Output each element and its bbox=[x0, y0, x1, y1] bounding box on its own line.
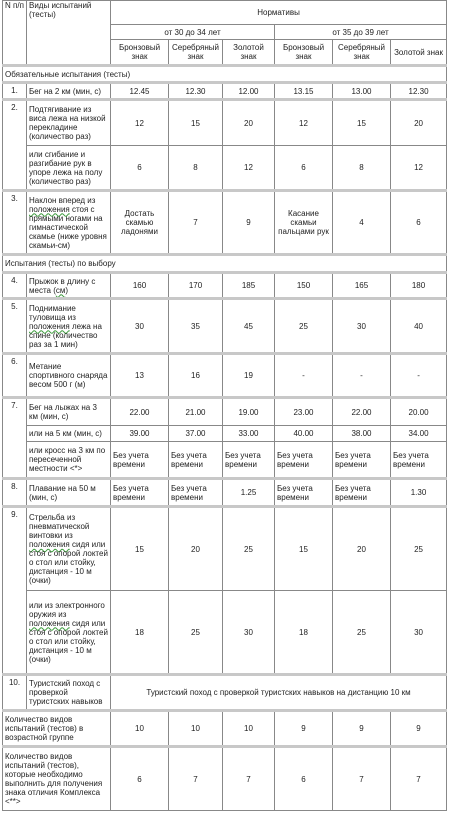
text-part: Поднимание туловища из bbox=[29, 303, 76, 322]
value-cell: 1.25 bbox=[223, 479, 275, 507]
value-cell: 45 bbox=[223, 299, 275, 354]
value-cell: 12.30 bbox=[391, 83, 447, 100]
test-name bbox=[27, 299, 111, 354]
text-part: Наклон вперед из bbox=[29, 195, 96, 205]
test-name: Плавание на 50 м (мин, с) bbox=[27, 479, 111, 507]
value-cell: 19 bbox=[223, 354, 275, 398]
value-cell: 30 bbox=[333, 299, 391, 354]
value-cell: 20 bbox=[333, 507, 391, 591]
value-cell: 19.00 bbox=[223, 398, 275, 426]
value-cell: 33.00 bbox=[223, 426, 275, 442]
value-cell: 39.00 bbox=[111, 426, 169, 442]
value-cell: 20 bbox=[391, 100, 447, 146]
text-part: стоя с прямыми ногами на гимнастической скамье (ниже уровня скамьи-см) bbox=[29, 204, 107, 250]
row-number: 1. bbox=[3, 83, 27, 100]
value-cell: 40.00 bbox=[275, 426, 333, 442]
row-number: 8. bbox=[3, 479, 27, 507]
test-name bbox=[27, 507, 111, 591]
value-cell: 40 bbox=[391, 299, 447, 354]
value-cell: 8 bbox=[169, 146, 223, 191]
row-number: 9. bbox=[3, 507, 27, 675]
row-number: 5. bbox=[3, 299, 27, 354]
table-row bbox=[3, 299, 447, 354]
table-row bbox=[3, 479, 447, 507]
value-cell: 15 bbox=[169, 100, 223, 146]
value-cell: 170 bbox=[169, 273, 223, 299]
value-cell: 20 bbox=[169, 507, 223, 591]
row-number: 6. bbox=[3, 354, 27, 398]
value-cell: 1.30 bbox=[391, 479, 447, 507]
text-part: положения bbox=[29, 321, 70, 331]
value-cell: 25 bbox=[169, 591, 223, 675]
table-row bbox=[3, 711, 447, 747]
value-cell: 25 bbox=[391, 507, 447, 591]
table-row bbox=[3, 426, 447, 442]
standards-table-page bbox=[2, 0, 446, 811]
value-cell: 13 bbox=[111, 354, 169, 398]
text-part: положения bbox=[29, 618, 70, 628]
value-cell: Достать скамью ладонями bbox=[111, 191, 169, 255]
value-cell: - bbox=[333, 354, 391, 398]
test-name: Бег на 2 км (мин, с) bbox=[27, 83, 111, 100]
table-row bbox=[3, 675, 447, 711]
text-part: или из электронного оружия из bbox=[29, 600, 105, 619]
value-cell: 10 bbox=[169, 711, 223, 747]
value-cell: Касание скамьи пальцами рук bbox=[275, 191, 333, 255]
value-cell: 37.00 bbox=[169, 426, 223, 442]
test-name: Метание спортивного снаряда весом 500 г (м) bbox=[27, 354, 111, 398]
value-cell: 150 bbox=[275, 273, 333, 299]
value-cell: 10 bbox=[111, 711, 169, 747]
value-cell: 21.00 bbox=[169, 398, 223, 426]
test-name: Туристский поход с проверкой туристских навыков bbox=[27, 675, 111, 711]
header-test-types: Виды испытаний (тесты) bbox=[27, 1, 111, 66]
header-bronze-1: Бронзовый знак bbox=[111, 40, 169, 66]
table-row bbox=[3, 354, 447, 398]
test-name bbox=[27, 591, 111, 675]
value-cell: 38.00 bbox=[333, 426, 391, 442]
value-cell: 25 bbox=[275, 299, 333, 354]
summary-label: Количество видов испытаний (тестов) в возрастной группе bbox=[3, 711, 111, 747]
row-number: 7. bbox=[3, 398, 27, 479]
value-cell: 16 bbox=[169, 354, 223, 398]
value-cell: 4 bbox=[333, 191, 391, 255]
section-mandatory-row bbox=[3, 66, 447, 83]
value-cell: 30 bbox=[391, 591, 447, 675]
value-cell: 6 bbox=[111, 146, 169, 191]
table-row bbox=[3, 273, 447, 299]
value-cell: Без учета времени bbox=[169, 479, 223, 507]
value-cell: 18 bbox=[275, 591, 333, 675]
value-cell: 12 bbox=[223, 146, 275, 191]
value-cell: Без учета времени bbox=[169, 442, 223, 479]
value-cell: Без учета времени bbox=[111, 479, 169, 507]
value-cell: 160 bbox=[111, 273, 169, 299]
value-cell: 22.00 bbox=[111, 398, 169, 426]
value-cell: Без учета времени bbox=[223, 442, 275, 479]
value-cell: 22.00 bbox=[333, 398, 391, 426]
header-gold-1: Золотой знак bbox=[223, 40, 275, 66]
value-cell: 8 bbox=[333, 146, 391, 191]
value-cell: 13.00 bbox=[333, 83, 391, 100]
value-cell: 10 bbox=[223, 711, 275, 747]
value-cell: 12.45 bbox=[111, 83, 169, 100]
value-cell: 6 bbox=[391, 191, 447, 255]
value-cell: 12 bbox=[111, 100, 169, 146]
value-cell: 7 bbox=[169, 191, 223, 255]
header-age-35-39: от 35 до 39 лет bbox=[275, 25, 447, 40]
value-cell: 15 bbox=[275, 507, 333, 591]
text-part: положения bbox=[29, 540, 70, 549]
test-name: Бег на лыжах на 3 км (мин, с) bbox=[27, 398, 111, 426]
standards-table bbox=[2, 0, 447, 811]
text-part: Стрельба из пневматической винтовки из bbox=[29, 513, 90, 540]
text-part: см bbox=[55, 285, 66, 295]
text-part: положения bbox=[29, 204, 70, 214]
row-number: 4. bbox=[3, 273, 27, 299]
value-cell: 9 bbox=[223, 191, 275, 255]
value-cell: 165 bbox=[333, 273, 391, 299]
header-silver-1: Серебряный знак bbox=[169, 40, 223, 66]
text-part: Прыжок в длину с места ( bbox=[29, 276, 96, 295]
value-cell: 34.00 bbox=[391, 426, 447, 442]
value-cell: Без учета времени bbox=[333, 479, 391, 507]
value-cell: 7 bbox=[333, 747, 391, 811]
value-cell: - bbox=[275, 354, 333, 398]
table-row bbox=[3, 146, 447, 191]
value-cell: 15 bbox=[333, 100, 391, 146]
value-cell: 6 bbox=[111, 747, 169, 811]
table-row bbox=[3, 83, 447, 100]
value-cell: Без учета времени bbox=[333, 442, 391, 479]
section-optional-row bbox=[3, 255, 447, 273]
header-number: N п/п bbox=[3, 1, 27, 66]
value-cell: 180 bbox=[391, 273, 447, 299]
test-name: Подтягивание из виса лежа на низкой перекладине (количество раз) bbox=[27, 100, 111, 146]
table-row bbox=[3, 191, 447, 255]
value-cell: 25 bbox=[333, 591, 391, 675]
value-cell: 12.00 bbox=[223, 83, 275, 100]
header-silver-2: Серебряный знак bbox=[333, 40, 391, 66]
value-cell: 30 bbox=[111, 299, 169, 354]
value-cell: 6 bbox=[275, 146, 333, 191]
table-row bbox=[3, 398, 447, 426]
header-age-30-34: от 30 до 34 лет bbox=[111, 25, 275, 40]
header-gold-2: Золотой знак bbox=[391, 40, 447, 66]
row-number: 10. bbox=[3, 675, 27, 711]
value-cell: Без учета времени bbox=[391, 442, 447, 479]
value-cell: Без учета времени bbox=[111, 442, 169, 479]
value-cell: 185 bbox=[223, 273, 275, 299]
summary-label: Количество видов испытаний (тестов), которые необходимо выполнить для получения знака отличия Комплекса <**> bbox=[3, 747, 111, 811]
section-mandatory: Обязательные испытания (тесты) bbox=[3, 66, 447, 83]
table-row bbox=[3, 591, 447, 675]
header-bronze-2: Бронзовый знак bbox=[275, 40, 333, 66]
test-name bbox=[27, 191, 111, 255]
value-cell: 15 bbox=[111, 507, 169, 591]
value-cell: 7 bbox=[169, 747, 223, 811]
table-row bbox=[3, 442, 447, 479]
text-part: сидя или стоя с опорой локтей о стол или стойку, дистанция - 10 м (очки) bbox=[29, 618, 108, 664]
value-cell: 25 bbox=[223, 507, 275, 591]
value-cell: 23.00 bbox=[275, 398, 333, 426]
row-number: 2. bbox=[3, 100, 27, 191]
header-norms: Нормативы bbox=[111, 1, 447, 25]
value-cell: 9 bbox=[275, 711, 333, 747]
table-row bbox=[3, 507, 447, 591]
test-name: или сгибание и разгибание рук в упоре лежа на полу (количество раз) bbox=[27, 146, 111, 191]
value-cell: Без учета времени bbox=[275, 479, 333, 507]
value-cell: 7 bbox=[391, 747, 447, 811]
test-name bbox=[27, 273, 111, 299]
value-cell: - bbox=[391, 354, 447, 398]
value-cell: 20.00 bbox=[391, 398, 447, 426]
text-part: лежа на спине (количество раз за 1 мин) bbox=[29, 321, 102, 349]
value-cell: 12 bbox=[275, 100, 333, 146]
test-name: или на 5 км (мин, с) bbox=[27, 426, 111, 442]
value-cell: 13.15 bbox=[275, 83, 333, 100]
table-row bbox=[3, 747, 447, 811]
value-cell: 9 bbox=[391, 711, 447, 747]
text-part: ) bbox=[65, 285, 69, 295]
table-row bbox=[3, 100, 447, 146]
value-cell: 18 bbox=[111, 591, 169, 675]
value-cell: 12.30 bbox=[169, 83, 223, 100]
value-cell: 20 bbox=[223, 100, 275, 146]
text-part: сидя или стоя с опорой локтей о стол или стойку, дистанция - 10 м (очки) bbox=[29, 540, 108, 585]
value-cell: 6 bbox=[275, 747, 333, 811]
value-cell: Без учета времени bbox=[275, 442, 333, 479]
hike-description: Туристский поход с проверкой туристских навыков на дистанцию 10 км bbox=[111, 675, 447, 711]
row-number: 3. bbox=[3, 191, 27, 255]
test-name: или кросс на 3 км по пересеченной местности <*> bbox=[27, 442, 111, 479]
header-row-1 bbox=[3, 1, 447, 25]
value-cell: 30 bbox=[223, 591, 275, 675]
value-cell: 12 bbox=[391, 146, 447, 191]
value-cell: 9 bbox=[333, 711, 391, 747]
section-optional: Испытания (тесты) по выбору bbox=[3, 255, 447, 273]
value-cell: 35 bbox=[169, 299, 223, 354]
value-cell: 7 bbox=[223, 747, 275, 811]
